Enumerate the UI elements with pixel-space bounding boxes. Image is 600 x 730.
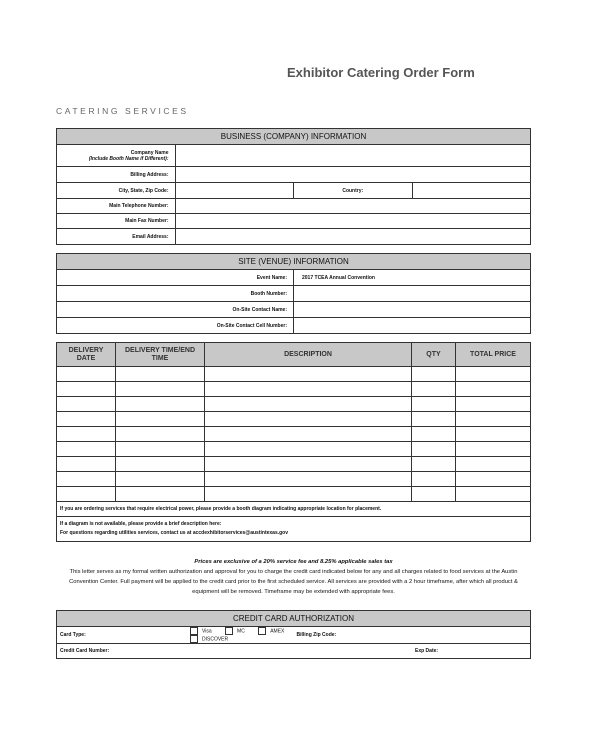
credit-header: CREDIT CARD AUTHORIZATION <box>57 611 531 627</box>
delivery-cell[interactable] <box>116 427 205 442</box>
company-name-label: Company Name (Include Booth Name if Different): <box>57 145 176 167</box>
delivery-cell[interactable] <box>57 457 116 472</box>
site-header: SITE (VENUE) INFORMATION <box>57 254 531 270</box>
delivery-row <box>57 367 531 382</box>
card-type-label: Card Type: <box>57 627 176 644</box>
delivery-cell[interactable] <box>456 367 531 382</box>
visa-checkbox[interactable] <box>190 627 198 635</box>
billing-address-label: Billing Address: <box>57 167 176 183</box>
delivery-cell[interactable] <box>57 412 116 427</box>
discover-checkbox[interactable] <box>190 635 198 643</box>
delivery-cell[interactable] <box>412 427 456 442</box>
telephone-field[interactable] <box>175 199 531 214</box>
delivery-cell[interactable] <box>205 412 412 427</box>
delivery-cell[interactable] <box>57 472 116 487</box>
delivery-cell[interactable] <box>116 397 205 412</box>
delivery-cell[interactable] <box>456 472 531 487</box>
delivery-cell[interactable] <box>116 367 205 382</box>
delivery-cell[interactable] <box>456 427 531 442</box>
card-number-label[interactable]: Credit Card Number: <box>57 644 413 659</box>
business-header: BUSINESS (COMPANY) INFORMATION <box>57 129 531 145</box>
col-total-price: TOTAL PRICE <box>456 343 531 367</box>
delivery-cell[interactable] <box>116 457 205 472</box>
diagram-note[interactable]: If a diagram is not available, please provide a brief description here: For questions regarding utilities services, contact us at accdexhibitorservices@austintexas.gov <box>57 517 531 542</box>
event-name-field[interactable]: 2017 TCEA Annual Convention <box>294 270 531 286</box>
delivery-row <box>57 412 531 427</box>
delivery-cell[interactable] <box>205 472 412 487</box>
contact-cell-label: On-Site Contact Cell Number: <box>57 318 294 334</box>
delivery-row <box>57 472 531 487</box>
delivery-cell[interactable] <box>412 442 456 457</box>
country-label: Country: <box>294 183 413 199</box>
terms-text <box>56 557 531 597</box>
delivery-cell[interactable] <box>116 442 205 457</box>
delivery-cell[interactable] <box>412 382 456 397</box>
delivery-cell[interactable] <box>456 397 531 412</box>
col-description: DESCRIPTION <box>205 343 412 367</box>
email-label: Email Address: <box>57 229 176 245</box>
delivery-cell[interactable] <box>412 397 456 412</box>
delivery-cell[interactable] <box>116 487 205 502</box>
delivery-cell[interactable] <box>57 397 116 412</box>
delivery-row <box>57 457 531 472</box>
city-field[interactable] <box>175 183 294 199</box>
billing-address-field[interactable] <box>175 167 531 183</box>
billing-zip-label[interactable]: Billing Zip Code: <box>294 627 531 644</box>
col-qty: QTY <box>412 343 456 367</box>
delivery-cell[interactable] <box>412 367 456 382</box>
contact-name-field[interactable] <box>294 302 531 318</box>
delivery-cell[interactable] <box>456 442 531 457</box>
fax-field[interactable] <box>175 214 531 229</box>
delivery-cell[interactable] <box>205 457 412 472</box>
delivery-cell[interactable] <box>57 367 116 382</box>
site-info-table <box>56 253 531 334</box>
email-field[interactable] <box>175 229 531 245</box>
delivery-cell[interactable] <box>205 367 412 382</box>
delivery-cell[interactable] <box>412 472 456 487</box>
delivery-cell[interactable] <box>456 487 531 502</box>
delivery-cell[interactable] <box>456 382 531 397</box>
col-delivery-time: DELIVERY TIME/END TIME <box>116 343 205 367</box>
contact-name-label: On-Site Contact Name: <box>57 302 294 318</box>
delivery-row <box>57 487 531 502</box>
delivery-cell[interactable] <box>57 487 116 502</box>
delivery-cell[interactable] <box>205 427 412 442</box>
booth-number-field[interactable] <box>294 286 531 302</box>
city-label: City, State, Zip Code: <box>57 183 176 199</box>
delivery-cell[interactable] <box>205 487 412 502</box>
amex-checkbox[interactable] <box>258 627 266 635</box>
company-name-field[interactable] <box>175 145 531 167</box>
delivery-cell[interactable] <box>412 487 456 502</box>
delivery-cell[interactable] <box>57 382 116 397</box>
electrical-note: If you are ordering services that require electrical power, please provide a booth diagram indicating appropriate location for placement. <box>57 502 531 517</box>
contact-cell-field[interactable] <box>294 318 531 334</box>
terms-headline: Prices are exclusive of a 20% service fee and 8.25% applicable sales tax <box>194 559 393 565</box>
form-title: Exhibitor Catering Order Form <box>287 65 475 80</box>
credit-card-table: CREDIT CARD AUTHORIZATION Card Type: Visa MC AMEX DISCOVER Billing Zip Code: Credit Card Number: Exp Date: <box>56 610 531 659</box>
delivery-cell[interactable] <box>57 442 116 457</box>
delivery-row <box>57 382 531 397</box>
delivery-cell[interactable] <box>116 382 205 397</box>
delivery-cell[interactable] <box>456 457 531 472</box>
mc-checkbox[interactable] <box>225 627 233 635</box>
delivery-cell[interactable] <box>57 427 116 442</box>
col-delivery-date: DELIVERY DATE <box>57 343 116 367</box>
terms-body: This letter serves as my formal written authorization and approval for you to charge the credit card indicated below for any and all charges related to food services at the Austin Convention Center. Full payment will be applied to the credit card prior to the first scheduled service. All services are provided with a 2 hour timeframe, after which all product & equipment will be removed. Timeframe may be extended with appropriate fees. <box>69 569 518 595</box>
delivery-cell[interactable] <box>116 472 205 487</box>
section-subtitle: CATERING SERVICES <box>56 106 189 116</box>
delivery-row <box>57 427 531 442</box>
delivery-cell[interactable] <box>205 442 412 457</box>
delivery-row <box>57 397 531 412</box>
delivery-cell[interactable] <box>205 397 412 412</box>
delivery-cell[interactable] <box>116 412 205 427</box>
booth-number-label: Booth Number: <box>57 286 294 302</box>
country-field[interactable] <box>412 183 531 199</box>
delivery-cell[interactable] <box>412 457 456 472</box>
delivery-table <box>56 342 531 542</box>
exp-date-label[interactable]: Exp Date: <box>412 644 531 659</box>
business-info-table <box>56 128 531 245</box>
delivery-row <box>57 442 531 457</box>
event-name-label: Event Name: <box>57 270 294 286</box>
fax-label: Main Fax Number: <box>57 214 176 229</box>
delivery-cell[interactable] <box>456 412 531 427</box>
delivery-cell[interactable] <box>205 382 412 397</box>
delivery-cell[interactable] <box>412 412 456 427</box>
telephone-label: Main Telephone Number: <box>57 199 176 214</box>
